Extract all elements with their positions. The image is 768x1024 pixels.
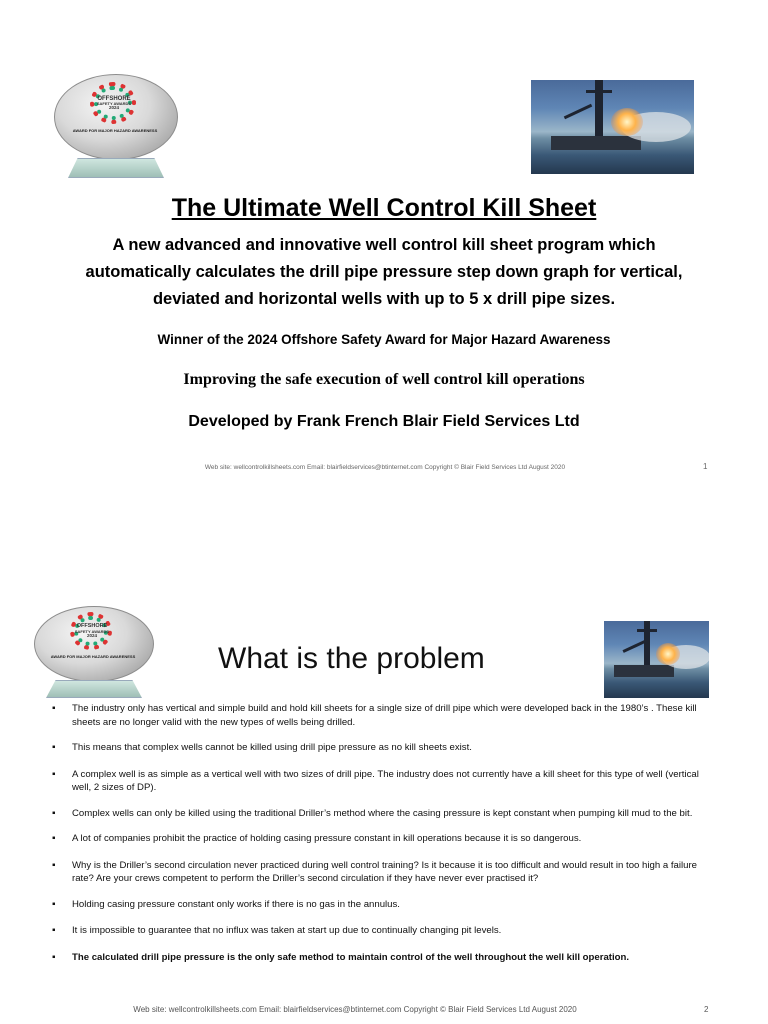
bullet-item: ▪ This means that complex wells cannot be killed using drill pipe pressure as no kill sheets exist.: [52, 741, 712, 755]
bullet-item: ▪ Holding casing pressure constant only works if there is no gas in the annulus.: [52, 898, 712, 912]
award-logo-line3: 2024: [86, 632, 97, 638]
bullet-item-bold: ▪ The calculated drill pipe pressure is the only safe method to maintain control of the well throughout the well kill operation.: [52, 951, 712, 965]
slide1-footer: Web site: wellcontrolkillsheets.com Email: blairfieldservices@btinternet.com Copyright © Blair Field Services Ltd August 2020: [204, 464, 566, 471]
bullet-item: ▪ The industry only has vertical and simple build and hold kill sheets for a single size of drill pipe which were developed back in the 1980’s . These kill sheets are no longer valid with the new types of wells being drilled.: [52, 702, 712, 729]
slide1-title: The Ultimate Well Control Kill Sheet: [171, 194, 597, 222]
award-winner-text: Winner of the 2024 Offshore Safety Award for Major Hazard Awareness: [157, 332, 611, 347]
slide2-title: What is the problem: [218, 642, 485, 675]
bullet-item: ▪ A complex well is as simple as a vertical well with two sizes of drill pipe. The industry does not currently have a kill sheet for this type of well (vertical well, 2 sizes of DP).: [52, 768, 712, 795]
slide2-footer: Web site: wellcontrolkillsheets.com Email: blairfieldservices@btinternet.com Copyright © Blair Field Services Ltd August 2020: [133, 1005, 577, 1014]
problem-bullet-list: [52, 702, 712, 964]
bullet-item: ▪ Complex wells can only be killed using the traditional Driller’s method where the casing pressure is kept constant when pumping kill mud to the bit.: [52, 807, 712, 821]
award-trophy-image: [54, 74, 176, 180]
award-trophy-image: [34, 606, 152, 696]
bullet-item: ▪ A lot of companies prohibit the practice of holding casing pressure constant in kill operations because it is so dangerous.: [52, 832, 712, 846]
award-caption: AWARD FOR MAJOR HAZARD AWARENESS: [72, 128, 158, 133]
improving-text: Improving the safe execution of well control kill operations: [183, 371, 585, 388]
award-logo-line2: SAFETY AWARDS: [96, 101, 132, 106]
award-logo-line2: SAFETY AWARDS: [74, 628, 110, 634]
drilling-rig-photo: [531, 80, 694, 174]
slide1-page-number: 1: [703, 462, 708, 471]
award-logo-line1: OFFSHORE: [76, 623, 108, 629]
bullet-item: ▪ It is impossible to guarantee that no influx was taken at start up due to continually changing pit levels.: [52, 924, 712, 938]
award-caption: AWARD FOR MAJOR HAZARD AWARENESS: [50, 654, 136, 659]
slide1-subtitle: A new advanced and innovative well control kill sheet program which automatically calculates the drill pipe pressure step down graph for vertical, deviated and horizontal wells with up to 5 x drill pipe sizes.: [85, 236, 683, 308]
developed-by-text: Developed by Frank French Blair Field Services Ltd: [188, 413, 580, 430]
award-logo-line3: 2024: [108, 105, 119, 110]
slide2-page-number: 2: [704, 1005, 709, 1014]
drilling-rig-photo: [604, 621, 709, 698]
bullet-item: ▪ Why is the Driller’s second circulation never practiced during well control training? Is it because it is too difficult and would result in too high a failure rate? Are your crews competent to perform the Driller’s second circulation if they have never ever practised it?: [52, 859, 712, 886]
award-logo-line1: OFFSHORE: [97, 96, 131, 102]
